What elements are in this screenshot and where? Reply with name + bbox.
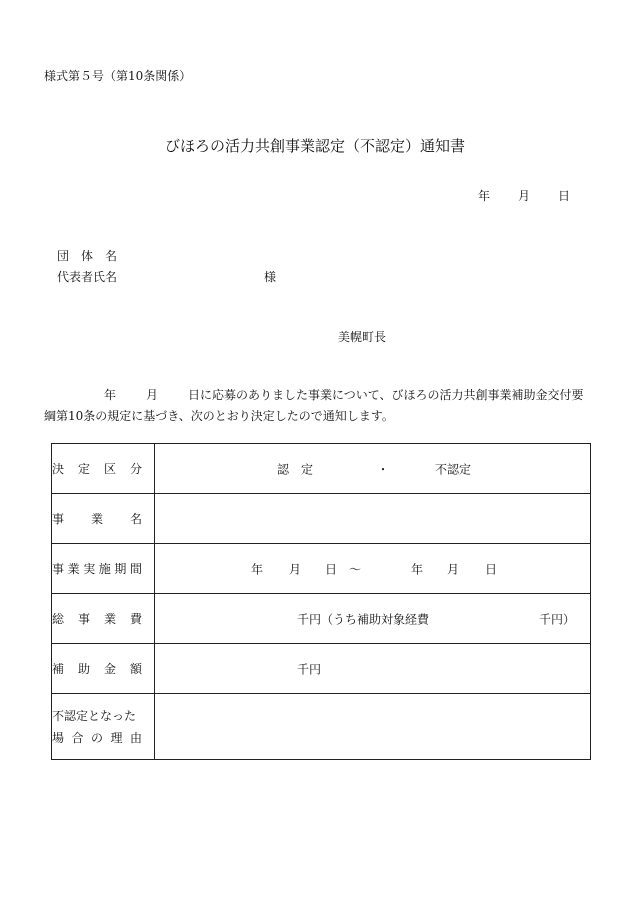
- decision-label: [52, 444, 155, 494]
- option-separator: ・: [377, 462, 390, 476]
- label-char: 決: [52, 462, 65, 476]
- reason-label: [52, 694, 155, 760]
- label-char: 合: [71, 730, 84, 745]
- label-char: 費: [129, 612, 142, 626]
- page-title: びほろの活力共創事業認定（不認定）通知書: [164, 137, 465, 155]
- total-cost-label: [52, 594, 155, 644]
- period-start-day: 日 ～: [325, 562, 362, 576]
- table-row-subsidy: [52, 644, 591, 694]
- subsidy-label: [52, 644, 155, 694]
- eligible-cost-unit: 千円）: [539, 612, 576, 626]
- reason-label-line2: [52, 727, 142, 749]
- label-char: 業: [67, 562, 80, 576]
- date-year: 年: [477, 189, 490, 203]
- period-end-month: 月: [447, 562, 460, 576]
- subsidy-unit: 千円: [297, 662, 322, 676]
- label-char: 補: [52, 662, 65, 676]
- representative-name-label: 代表者氏名: [57, 270, 118, 284]
- label-char: 実: [83, 562, 96, 576]
- label-char: 助: [77, 662, 90, 676]
- subsidy-field[interactable]: [155, 644, 591, 694]
- body-text: 日に応募のありました事業について、びほろの活力共創事業補助金交付要綱第10条の規定に基づき、次のとおり決定したので通知します。: [44, 388, 584, 423]
- label-char: 施: [98, 562, 111, 576]
- label-char: 総: [52, 612, 65, 626]
- reason-label-line1: 不認定となった: [52, 708, 137, 723]
- decision-value[interactable]: [155, 444, 591, 494]
- table-row-reason: [52, 694, 591, 760]
- period-start-year: 年: [251, 562, 264, 576]
- label-char: 事: [52, 512, 65, 526]
- label-char: 期: [114, 562, 127, 576]
- period-end-day: 日: [485, 562, 498, 576]
- period-end-year: 年: [411, 562, 424, 576]
- label-char: 場: [52, 730, 65, 745]
- body-year: 年: [104, 388, 117, 402]
- form-number: 様式第５号（第10条関係）: [44, 69, 192, 83]
- project-name-label: [52, 494, 155, 544]
- rejected-option[interactable]: 不認定: [435, 462, 472, 476]
- label-char: 額: [129, 662, 142, 676]
- total-cost-unit: 千円（うち補助対象経費: [297, 612, 430, 626]
- honorific: 様: [264, 270, 277, 284]
- label-char: の: [90, 730, 103, 745]
- issuer: 美幌町長: [338, 330, 387, 344]
- label-char: 業: [90, 512, 103, 526]
- total-cost-field[interactable]: [155, 594, 591, 644]
- body-paragraph: [44, 385, 594, 427]
- label-char: 区: [103, 462, 116, 476]
- project-name-field[interactable]: [155, 494, 591, 544]
- label-char: 名: [129, 512, 142, 526]
- approved-option[interactable]: 認 定: [277, 462, 314, 476]
- period-start-month: 月: [289, 562, 302, 576]
- label-char: 間: [129, 562, 142, 576]
- decision-table: [51, 443, 591, 760]
- reason-field[interactable]: [155, 694, 591, 760]
- table-row-decision: [52, 444, 591, 494]
- period-label: [52, 544, 155, 594]
- body-month: 月: [146, 388, 159, 402]
- label-char: 業: [103, 612, 116, 626]
- label-char: 由: [129, 730, 142, 745]
- table-row-total-cost: [52, 594, 591, 644]
- label-char: 分: [129, 462, 142, 476]
- label-char: 事: [77, 612, 90, 626]
- label-char: 金: [103, 662, 116, 676]
- date-line: [478, 187, 570, 204]
- date-day: 日: [557, 189, 570, 203]
- date-month: 月: [517, 189, 530, 203]
- label-char: 事: [52, 562, 65, 576]
- label-char: 定: [77, 462, 90, 476]
- table-row-period: [52, 544, 591, 594]
- period-field[interactable]: [155, 544, 591, 594]
- organization-name-label: 団 体 名: [57, 249, 118, 263]
- label-char: 理: [110, 730, 123, 745]
- table-row-project-name: [52, 494, 591, 544]
